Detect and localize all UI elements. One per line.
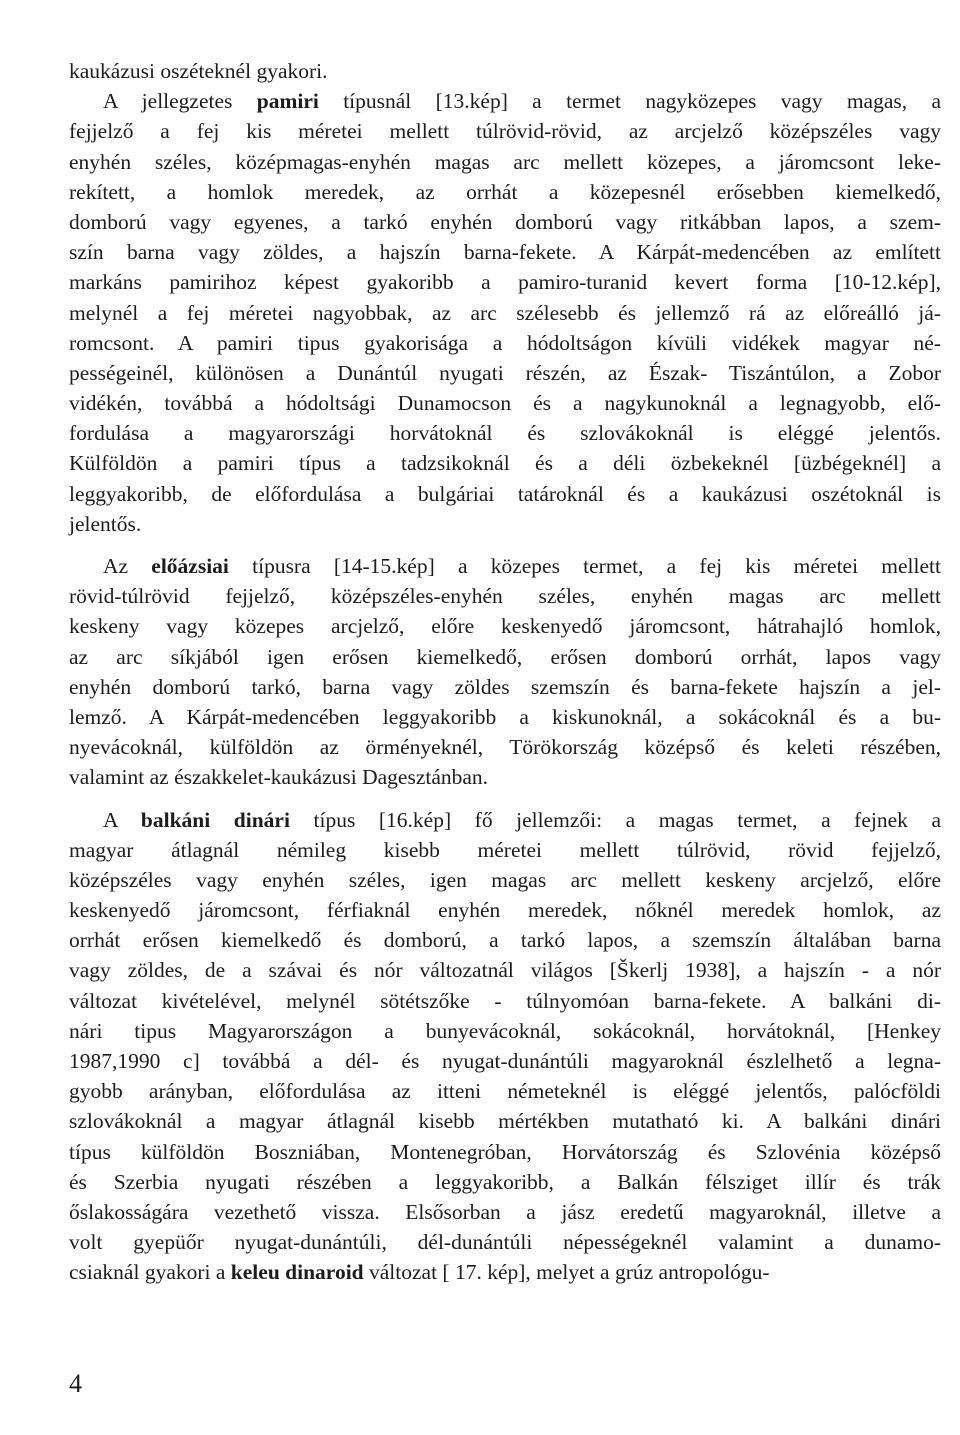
text-line <box>69 1106 941 1136</box>
text-run: típus külföldön Boszniában, Montenegróban, Horvátország és Szlovénia középső <box>69 1139 941 1164</box>
text-line <box>69 805 941 835</box>
text-run: változat kivételével, melynél sötétszőke - túlnyomóan barna-fekete. A balkáni di- <box>69 988 941 1013</box>
text-line <box>69 388 941 418</box>
text-line <box>69 479 941 509</box>
text-line <box>69 835 941 865</box>
text-run: melynél a fej méretei nagyobbak, az arc szélesebb és jellemző rá az előreálló já- <box>69 300 941 325</box>
bold-term: pamiri <box>256 89 319 114</box>
bold-term: előázsiai <box>151 554 229 578</box>
text-line <box>69 702 941 732</box>
text-line <box>69 267 941 297</box>
text-line <box>69 116 941 146</box>
text-run: gyobb arányban, előfordulása az itteni németeknél is eléggé jelentős, palócföldi <box>69 1079 941 1104</box>
text-run: típusra [14-15.kép] a közepes termet, a fej kis méretei mellett <box>228 554 941 578</box>
paragraph <box>69 86 941 539</box>
text-run: és Szerbia nyugati részében a leggyakoribb, a Balkán félsziget illír és trák <box>69 1169 941 1194</box>
text-run: markáns pamirihoz képest gyakoribb a pamiro-turanid kevert forma [10-12.kép], <box>69 270 941 295</box>
text-run: enyhén domború tarkó, barna vagy zöldes szemszín és barna-fekete hajszín a jel- <box>69 674 941 699</box>
text-line <box>69 298 941 328</box>
text-line <box>69 1197 941 1227</box>
text-line <box>69 448 941 478</box>
text-run: változat [ 17. kép], melyet a grúz antropológu- <box>363 1260 770 1285</box>
text-run: volt gyepüőr nyugat-dunántúli, dél-dunántúli népességeknél valamint a dunamo- <box>69 1230 941 1255</box>
page-number: 4 <box>69 1369 82 1398</box>
text-line <box>69 509 941 539</box>
text-line <box>69 56 941 86</box>
text-run: fordulása a magyarországi horvátoknál és szlovákoknál is eléggé jelentős. <box>69 421 941 446</box>
text-line <box>69 237 941 267</box>
bold-term: keleu dinaroid <box>230 1260 364 1285</box>
text-run: fejjelző a fej kis méretei mellett túlrövid-rövid, az arcjelző középszéles vagy <box>69 119 941 144</box>
text-run: szlovákoknál a magyar átlagnál kisebb mértékben mutatható ki. A balkáni dinári <box>69 1109 941 1134</box>
text-line <box>69 1167 941 1197</box>
text-run: az arc síkjából igen erősen kiemelkedő, erősen domború orrhát, lapos vagy <box>69 644 941 669</box>
text-line <box>69 1076 941 1106</box>
paragraph-gap <box>69 793 941 805</box>
text-line <box>69 672 941 702</box>
text-run: középszéles vagy enyhén széles, igen magas arc mellett keskeny arcjelző, előre <box>69 867 941 892</box>
text-run: lemző. A Kárpát-medencében leggyakoribb a kiskunoknál, a sokácoknál és a bu- <box>69 704 941 729</box>
text-line <box>69 732 941 762</box>
text-line <box>69 358 941 388</box>
text-line <box>69 207 941 237</box>
text-run: nyevácoknál, külföldön az örményeknél, Törökország középső és keleti részében, <box>69 735 941 760</box>
paragraph <box>69 56 941 86</box>
text-run: jelentős. <box>69 511 142 536</box>
text-line <box>69 418 941 448</box>
text-line <box>69 1046 941 1076</box>
text-line <box>69 581 941 611</box>
text-line <box>69 551 941 581</box>
text-run: típusnál [13.kép] a termet nagyközepes vagy magas, a <box>318 89 941 114</box>
text-run: rövid-túlrövid fejjelző, középszéles-enyhén széles, enyhén magas arc mellett <box>69 584 941 609</box>
text-run: pességeinél, különösen a Dunántúl nyugati részén, az Észak- Tiszántúlon, a Zobor <box>69 360 941 385</box>
text-run: valamint az északkelet-kaukázusi Dagesztánban. <box>69 765 489 790</box>
text-run: típus [16.kép] fő jellemzői: a magas termet, a fejnek a <box>289 807 941 832</box>
text-line <box>69 1257 941 1287</box>
text-run: szín barna vagy zöldes, a hajszín barna-fekete. A Kárpát-medencében az említett <box>69 240 941 265</box>
text-run: A <box>103 807 141 832</box>
text-line <box>69 955 941 985</box>
text-line <box>69 328 941 358</box>
text-run: magyar átlagnál némileg kisebb méretei mellett túlrövid, rövid fejjelző, <box>69 837 941 862</box>
text-run: Külföldön a pamiri típus a tadzsikoknál és a déli özbekeknél [üzbégeknél] a <box>69 451 941 476</box>
text-line <box>69 925 941 955</box>
paragraph <box>69 551 941 793</box>
text-line <box>69 1227 941 1257</box>
text-run: kaukázusi oszéteknél gyakori. <box>69 59 328 83</box>
text-line <box>69 86 941 116</box>
text-run: csiaknál gyakori a <box>69 1260 231 1285</box>
text-line <box>69 986 941 1016</box>
text-run: rekített, a homlok meredek, az orrhát a közepesnél erősebben kiemelkedő, <box>69 179 941 204</box>
text-run: keskeny vagy közepes arcjelző, előre keskenyedő járomcsont, hátrahajló homlok, <box>69 614 941 639</box>
text-line <box>69 642 941 672</box>
text-line <box>69 762 941 792</box>
text-run: Az <box>103 554 152 578</box>
text-run: keskenyedő járomcsont, férfiaknál enyhén meredek, nőknél meredek homlok, az <box>69 898 941 923</box>
text-line <box>69 611 941 641</box>
text-run: nári tipus Magyarországon a bunyevácoknál, sokácoknál, horvátoknál, [Henkey <box>69 1018 941 1043</box>
text-run: orrhát erősen kiemelkedő és domború, a tarkó lapos, a szemszín általában barna <box>69 928 941 953</box>
text-run: romcsont. A pamiri tipus gyakorisága a hódoltságon kívüli vidékek magyar né- <box>69 330 941 355</box>
text-run: enyhén széles, középmagas-enyhén magas arc mellett közepes, a járomcsont leke- <box>69 149 941 174</box>
bold-term: balkáni dinári <box>140 807 290 832</box>
text-line <box>69 177 941 207</box>
text-line <box>69 1137 941 1167</box>
text-line <box>69 147 941 177</box>
paragraph <box>69 805 941 1288</box>
text-run: vidékén, továbbá a hódoltsági Dunamocson és a nagykunoknál a legnagyobb, elő- <box>69 391 941 416</box>
text-line <box>69 865 941 895</box>
body-text <box>69 56 941 1288</box>
text-run: vagy zöldes, de a szávai és nór változatnál világos [Škerlj 1938], a hajszín - a nór <box>69 958 941 983</box>
paragraph-gap <box>69 539 941 551</box>
text-run: domború vagy egyenes, a tarkó enyhén domború vagy ritkábban lapos, a szem- <box>69 209 941 234</box>
text-run: őslakosságára vezethető vissza. Elsősorban a jász eredetű magyaroknál, illetve a <box>69 1199 941 1224</box>
text-line <box>69 895 941 925</box>
text-line <box>69 1016 941 1046</box>
text-run: leggyakoribb, de előfordulása a bulgáriai tatároknál és a kaukázusi oszétoknál is <box>69 481 941 506</box>
text-run: 1987,1990 c] továbbá a dél- és nyugat-dunántúli magyaroknál észlelhető a legna- <box>69 1049 941 1073</box>
text-run: A jellegzetes <box>103 89 257 114</box>
